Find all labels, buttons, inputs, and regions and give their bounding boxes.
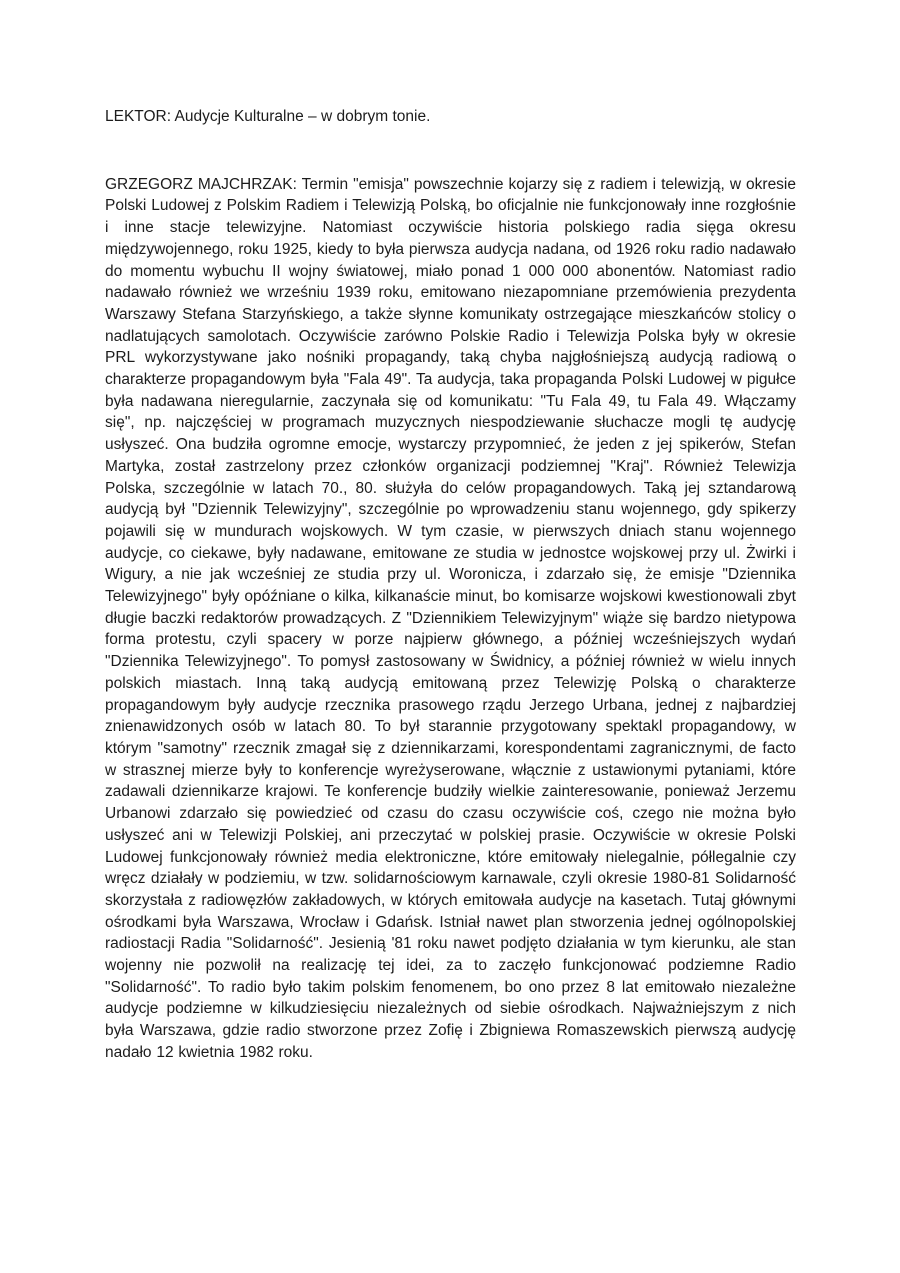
transcript-content	[105, 106, 796, 1064]
lektor-line: LEKTOR: Audycje Kulturalne – w dobrym tonie.	[105, 108, 431, 125]
transcript-paragraph: GRZEGORZ MAJCHRZAK: Termin "emisja" powszechnie kojarzy się z radiem i telewizją, w okresie Polski Ludowej z Polskim Radiem i Telewizją Polską, bo oficjalnie nie funkcjonowały inne rozgłośnie i inne stacje telewizyjne. Natomiast oczywiście historia polskiego radia sięga okresu międzywojennego, roku 1925, kiedy to była pierwsza audycja nadana, od 1926 roku radio nadawało do momentu wybuchu II wojny światowej, miało ponad 1 000 000 abonentów. Natomiast radio nadawało również we wrześniu 1939 roku, emitowano niezapomniane przemówienia prezydenta Warszawy Stefana Starzyńskiego, a także słynne komunikaty ostrzegające mieszkańców stolicy o nadlatujących samolotach. Oczywiście zarówno Polskie Radio i Telewizja Polska były w okresie PRL wykorzystywane jako nośniki propagandy, taką chyba najgłośniejszą audycją radiową o charakterze propagandowym była "Fala 49". Ta audycja, taka propaganda Polski Ludowej w pigułce była nadawana nieregularnie, zaczynała się od komunikatu: "Tu Fala 49, tu Fala 49. Włączamy się", np. najczęściej w programach muzycznych niespodziewanie słuchacze mogli tę audycję usłyszeć. Ona budziła ogromne emocje, wystarczy przypomnieć, że jeden z jej spikerów, Stefan Martyka, został zastrzelony przez członków organizacji podziemnej "Kraj". Również Telewizja Polska, szczególnie w latach 70., 80. służyła do celów propagandowych. Taką jej sztandarową audycją był "Dziennik Telewizyjny", szczególnie po wprowadzeniu stanu wojennego, gdy spikerzy pojawili się w mundurach wojskowych. W tym czasie, w pierwszych dniach stanu wojennego audycje, co ciekawe, były nadawane, emitowane ze studia w jednostce wojskowej przy ul. Żwirki i Wigury, a nie jak wcześniej ze studia przy ul. Woronicza, i zdarzało się, że emisje "Dziennika Telewizyjnego" były opóźniane o kilka, kilkanaście minut, bo komisarze wojskowi kwestionowali zbyt długie baczki redaktorów prowadzących. Z "Dziennikiem Telewizyjnym" wiąże się bardzo nietypowa forma protestu, czyli spacery w porze najpierw głównego, a później wcześniejszych wydań "Dziennika Telewizyjnego". To pomysł zastosowany w Świdnicy, a później również w wielu innych polskich miastach. Inną taką audycją emitowaną przez Telewizję Polską o charakterze propagandowym były audycje rzecznika prasowego rządu Jerzego Urbana, jednej z najbardziej znienawidzonych osób w latach 80. To był starannie przygotowany spektakl propagandowy, w którym "samotny" rzecznik zmagał się z dziennikarzami, korespondentami zagranicznymi, de facto w strasznej mierze były to konferencje wyreżyserowane, włącznie z ustawionymi pytaniami, które zadawali dziennikarze krajowi. Te konferencje budziły wielkie zainteresowanie, ponieważ Jerzemu Urbanowi zdarzało się powiedzieć od czasu do czasu oczywiście coś, czego nie można było usłyszeć ani w Telewizji Polskiej, ani przeczytać w polskiej prasie. Oczywiście w okresie Polski Ludowej funkcjonowały również media elektroniczne, które emitowały nielegalnie, półlegalnie czy wręcz działały w podziemiu, w tzw. solidarnościowym karnawale, czyli okresie 1980-81 Solidarność skorzystała z radiowęzłów zakładowych, w których emitowała audycje na kasetach. Tutaj głównymi ośrodkami była Warszawa, Wrocław i Gdańsk. Istniał nawet plan stworzenia jednej ogólnopolskiej radiostacji Radia "Solidarność". Jesienią '81 roku nawet podjęto działania w tym kierunku, ale stan wojenny nie pozwolił na realizację tej idei, za to zaczęło funkcjonować podziemne Radio "Solidarność". To radio było takim polskim fenomenem, bo ono przez 8 lat emitowało niezależne audycje podziemne w kilkudziesięciu niezależnych od siebie ośrodkach. Najważniejszym z nich była Warszawa, gdzie radio stworzone przez Zofię i Zbigniewa Romaszewskich pierwszą audycję nadało 12 kwietnia 1982 roku.	[105, 175, 796, 1061]
